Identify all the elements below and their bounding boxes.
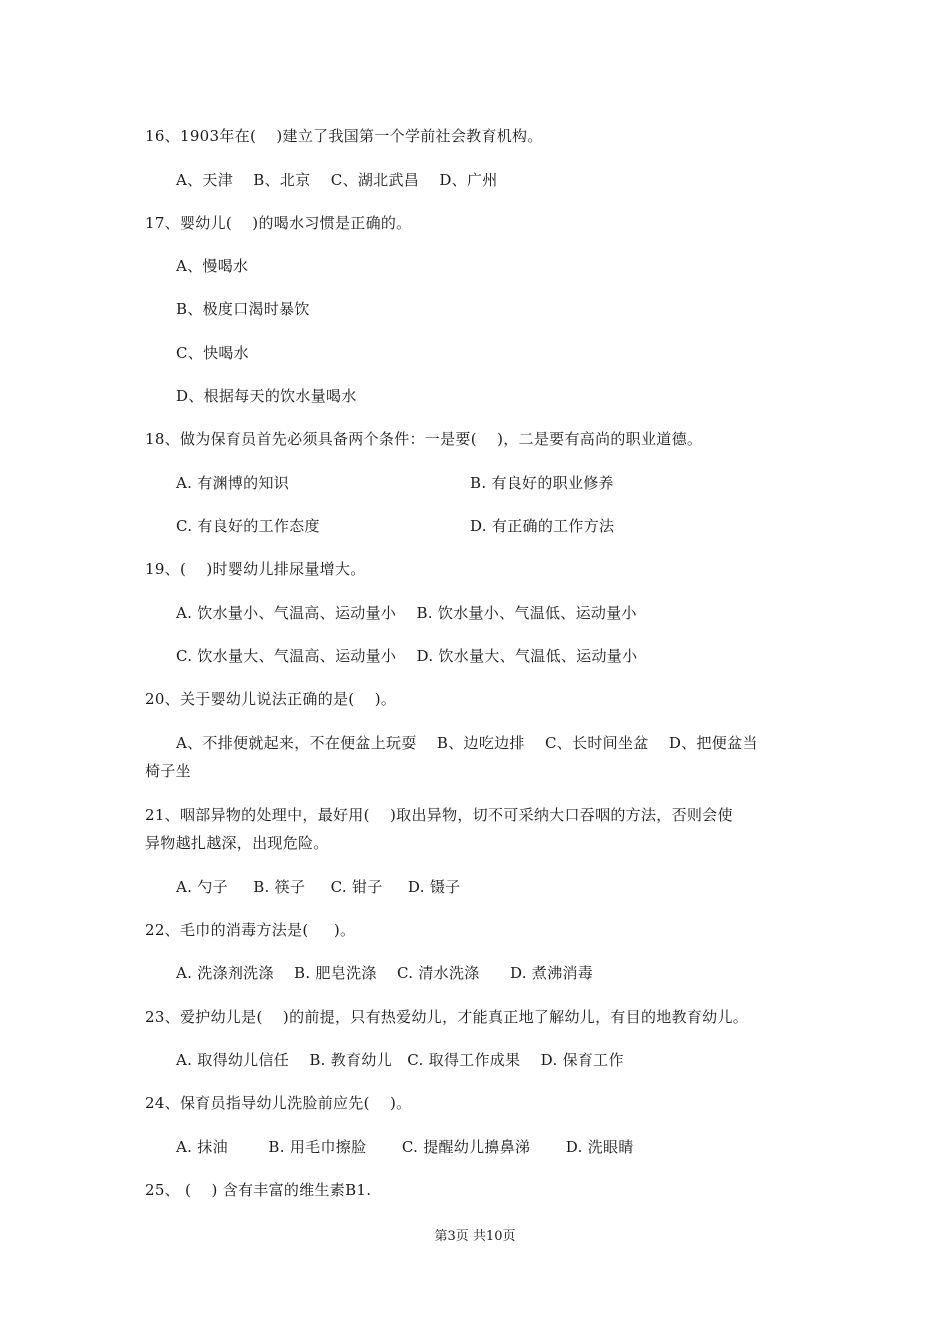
q19-options-ab: A. 饮水量小、气温高、运动量小 B. 饮水量小、气温低、运动量小 [176, 604, 637, 622]
q18-option-d: D. 有正确的工作方法 [470, 517, 615, 535]
q25-stem: 25、 ( ) 含有丰富的维生素B1. [145, 1181, 372, 1199]
q21-stem-cont: 异物越扎越深，出现危险。 [145, 834, 329, 852]
q17-option-b: B、极度口渴时暴饮 [176, 300, 310, 318]
q20-options: A、不排便就起来，不在便盆上玩耍 B、边吃边排 C、长时间坐盆 D、把便盆当 [176, 734, 758, 752]
page-number: 第3页 共10页 [434, 1229, 516, 1244]
q19-stem: 19、( )时婴幼儿排尿量增大。 [145, 560, 366, 578]
q24-options: A. 抹油 B. 用毛巾擦脸 C. 提醒幼儿擤鼻涕 D. 洗眼睛 [176, 1138, 634, 1156]
q16-stem: 16、1903年在( )建立了我国第一个学前社会教育机构。 [145, 127, 543, 145]
q20-options-cont: 椅子坐 [145, 762, 191, 780]
q18-option-a: A. 有渊博的知识 [176, 474, 290, 492]
q16-options: A、天津 B、北京 C、湖北武昌 D、广州 [176, 171, 498, 189]
q22-stem: 22、毛巾的消毒方法是( )。 [145, 921, 356, 939]
q24-stem: 24、保育员指导幼儿洗脸前应先( )。 [145, 1094, 412, 1112]
q21-stem: 21、咽部异物的处理中，最好用( )取出异物，切不可采纳大口吞咽的方法，否则会使 [145, 806, 733, 824]
q18-stem: 18、做为保育员首先必须具备两个条件：一是要( )，二是要有高尚的职业道德。 [145, 430, 703, 448]
q19-options-cd: C. 饮水量大、气温高、运动量小 D. 饮水量大、气温低、运动量小 [176, 647, 638, 665]
q23-options: A. 取得幼儿信任 B. 教育幼儿 C. 取得工作成果 D. 保育工作 [176, 1051, 624, 1069]
q20-stem: 20、关于婴幼儿说法正确的是( )。 [145, 690, 397, 708]
q21-options: A. 勺子 B. 筷子 C. 钳子 D. 镊子 [176, 878, 461, 896]
q18-option-b: B. 有良好的职业修养 [470, 474, 614, 492]
q17-stem: 17、婴幼儿( )的喝水习惯是正确的。 [145, 214, 412, 232]
q23-stem: 23、爱护幼儿是( )的前提，只有热爱幼儿，才能真正地了解幼儿，有目的地教育幼儿。 [145, 1008, 749, 1026]
q18-option-c: C. 有良好的工作态度 [176, 517, 320, 535]
q17-option-d: D、根据每天的饮水量喝水 [176, 387, 357, 405]
q17-option-c: C、快喝水 [176, 344, 249, 362]
q22-options: A. 洗涤剂洗涤 B. 肥皂洗涤 C. 清水洗涤 D. 煮沸消毒 [176, 964, 594, 982]
q17-option-a: A、慢喝水 [176, 257, 249, 275]
